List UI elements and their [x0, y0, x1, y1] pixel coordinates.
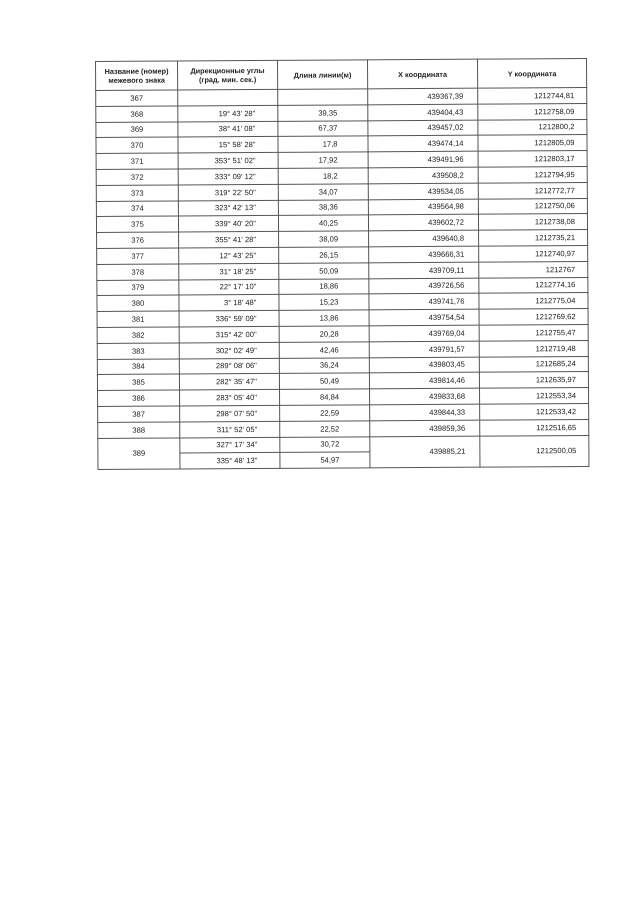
segment-angle: 302° 02' 49" [179, 342, 279, 358]
header-angle: Дирекционные углы (град. мин. сек.) [178, 60, 278, 90]
point-y: 1212758,09 [478, 103, 587, 119]
point-x: 439666,31 [369, 246, 479, 262]
point-name: 370 [96, 137, 178, 153]
segment-angle: 283° 05' 40" [180, 390, 280, 406]
segment-angle: 38° 41' 08" [178, 121, 278, 137]
point-y: 1212794,95 [478, 166, 587, 182]
point-name: 384 [97, 359, 179, 375]
segment-angle: 15° 58' 28" [178, 137, 278, 153]
segment-length: 13,86 [279, 310, 369, 326]
segment-angle: 289° 08' 06" [179, 358, 279, 374]
point-name: 381 [97, 311, 179, 327]
segment-length: 20,28 [279, 326, 369, 342]
point-x: 439457,02 [368, 120, 478, 136]
point-x: 439508,2 [368, 167, 478, 183]
segment-angle: 335° 48' 13" [180, 453, 280, 469]
point-y: 1212800,2 [478, 119, 587, 135]
segment-length: 84,84 [280, 389, 370, 405]
point-name: 373 [96, 185, 178, 201]
segment-angle: 339° 40' 20" [178, 216, 278, 232]
point-x: 439791,57 [369, 341, 479, 357]
point-name: 372 [96, 169, 178, 185]
point-name: 389 [98, 438, 180, 470]
point-name: 368 [96, 106, 178, 122]
point-name: 380 [97, 295, 179, 311]
point-y: 1212744,81 [478, 87, 587, 103]
segment-length: 22,52 [280, 421, 370, 437]
point-y: 1212735,21 [479, 230, 588, 246]
point-x: 439726,56 [369, 278, 479, 294]
point-name: 382 [97, 327, 179, 343]
segment-length: 67,37 [278, 120, 368, 136]
segment-angle: 3° 18' 48" [179, 295, 279, 311]
point-x: 439859,36 [370, 420, 480, 436]
point-y: 1212769,62 [479, 309, 588, 325]
header-length: Длина линии(м) [277, 60, 367, 90]
segment-length: 18,86 [279, 278, 369, 294]
point-y: 1212516,65 [480, 419, 589, 435]
point-y: 1212774,16 [479, 277, 588, 293]
point-y: 1212500,05 [480, 435, 589, 467]
segment-angle: 327° 17' 34" [180, 437, 280, 453]
segment-angle: 355° 41' 28" [179, 232, 279, 248]
point-name: 375 [96, 216, 178, 232]
point-name: 371 [96, 153, 178, 169]
segment-angle: 19° 43' 28" [178, 105, 278, 121]
segment-angle: 22° 17' 10" [179, 279, 279, 295]
segment-length: 36,24 [279, 357, 369, 373]
coordinates-table-wrapper [95, 58, 591, 821]
segment-length: 50,09 [279, 263, 369, 279]
segment-angle: 298° 07' 50" [180, 405, 280, 421]
segment-angle: 333° 09' 12" [178, 168, 278, 184]
point-x: 439564,98 [368, 199, 478, 215]
point-y: 1212772,77 [478, 182, 587, 198]
point-y: 1212740,97 [479, 245, 588, 261]
segment-angle: 319° 22' 50" [178, 184, 278, 200]
segment-length: 17,92 [278, 152, 368, 168]
header-x: X координата [367, 59, 477, 89]
point-y: 1212803,17 [478, 151, 587, 167]
point-y: 1212719,48 [479, 340, 588, 356]
segment-length: 42,46 [279, 342, 369, 358]
table-header-row [96, 58, 587, 90]
length-blank [278, 89, 368, 105]
segment-angle: 323° 42' 13" [178, 200, 278, 216]
point-x: 439602,72 [368, 215, 478, 231]
segment-length: 30,72 [280, 436, 370, 452]
segment-length: 38,09 [279, 231, 369, 247]
point-y: 1212767 [479, 261, 588, 277]
point-y: 1212775,04 [479, 293, 588, 309]
point-y: 1212750,06 [478, 198, 587, 214]
point-x: 439885,21 [370, 436, 480, 468]
table-body [96, 87, 589, 469]
segment-length: 26,15 [279, 247, 369, 263]
segment-angle: 282° 35' 47" [179, 374, 279, 390]
point-x: 439404,43 [368, 104, 478, 120]
point-name: 378 [97, 264, 179, 280]
point-x: 439640,8 [369, 230, 479, 246]
segment-angle: 31° 18' 25" [179, 263, 279, 279]
segment-length: 39,35 [278, 105, 368, 121]
point-x: 439709,11 [369, 262, 479, 278]
point-name: 376 [97, 232, 179, 248]
segment-length: 17,8 [278, 136, 368, 152]
coordinates-table [95, 58, 589, 470]
point-name: 385 [97, 374, 179, 390]
point-y: 1212553,34 [480, 388, 589, 404]
segment-length: 50,49 [279, 373, 369, 389]
point-y: 1212635,97 [479, 372, 588, 388]
angle-blank [178, 89, 278, 105]
point-x: 439474,14 [368, 136, 478, 152]
point-x: 439769,04 [369, 325, 479, 341]
segment-length: 18,2 [278, 168, 368, 184]
point-y: 1212755,47 [479, 324, 588, 340]
point-x: 439754,54 [369, 309, 479, 325]
point-name: 374 [96, 201, 178, 217]
segment-angle: 353° 51' 02" [178, 153, 278, 169]
segment-angle: 315° 42' 00" [179, 326, 279, 342]
point-name: 383 [97, 343, 179, 359]
segment-length: 40,25 [278, 215, 368, 231]
segment-length: 54,97 [280, 452, 370, 468]
point-x: 439844,33 [370, 404, 480, 420]
segment-length: 34,07 [278, 184, 368, 200]
point-name: 377 [97, 248, 179, 264]
point-x: 439367,39 [368, 88, 478, 104]
segment-length: 15,23 [279, 294, 369, 310]
point-x: 439491,96 [368, 151, 478, 167]
header-name: Название (номер) межевого знака [96, 61, 178, 91]
point-y: 1212738,08 [478, 214, 587, 230]
point-x: 439814,46 [369, 373, 479, 389]
segment-angle: 12° 43' 25" [179, 247, 279, 263]
header-y: Y координата [477, 58, 586, 88]
point-x: 439803,45 [369, 357, 479, 373]
segment-length: 22,59 [280, 405, 370, 421]
segment-length: 38,36 [278, 199, 368, 215]
segment-angle: 311° 52' 05" [180, 421, 280, 437]
point-name: 379 [97, 280, 179, 296]
point-name: 388 [98, 422, 180, 438]
point-y: 1212533,42 [480, 403, 589, 419]
point-name: 369 [96, 122, 178, 138]
point-name: 386 [98, 390, 180, 406]
point-name: 387 [98, 406, 180, 422]
point-y: 1212805,09 [478, 135, 587, 151]
point-x: 439741,76 [369, 294, 479, 310]
point-name: 367 [96, 90, 178, 106]
point-x: 439534,05 [368, 183, 478, 199]
segment-angle: 336° 59' 09" [179, 311, 279, 327]
point-x: 439833,68 [370, 388, 480, 404]
point-y: 1212685,24 [479, 356, 588, 372]
